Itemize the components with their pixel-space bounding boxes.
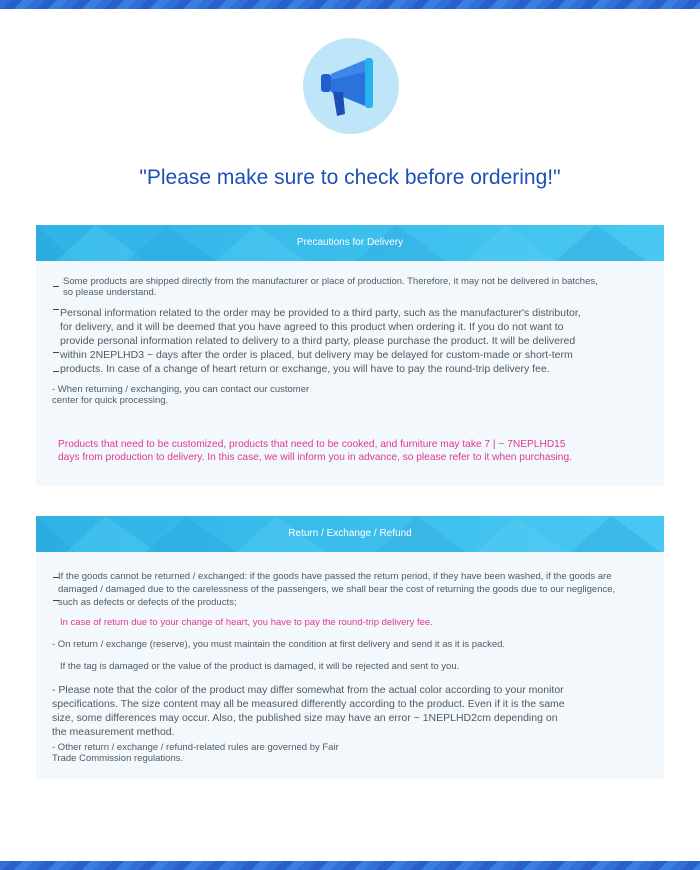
megaphone-badge	[303, 38, 399, 134]
return-section-header	[36, 516, 664, 552]
bullet-dash	[53, 371, 59, 372]
delivery-notice: Products that need to be customized, products that need to be cooked, and furniture may take 7 | ~ 7NEPLHD15 days from production to delivery. In this case, we will inform you in advance, so please refer to it when purchasing.	[58, 439, 572, 463]
return-item-3: - On return / exchange (reserve), you must maintain the condition at first delivery and send it as it is packed.	[52, 639, 506, 650]
return-item-5: - Please note that the color of the product may differ somewhat from the actual color according to your monitor specifications. The size content may all be measured differently according to the product. Even if it is the same size, some differences may occur. Also, the published size may have an error ~ 1NEPLHD2cm depending on the measurement method.	[52, 684, 565, 738]
delivery-item-1: Some products are shipped directly from the manufacturer or place of production. Therefore, it may not be delivered in batches, so please understand.	[63, 276, 598, 298]
delivery-item-3: - When returning / exchanging, you can contact our customer center for quick processing.	[52, 384, 310, 406]
return-item-1: If the goods cannot be returned / exchanged: if the goods have passed the return period, if they have been washed, if the goods are damaged / damaged due to the carelessness of the passengers, we shall bear the cost of returning the goods due to our negligence, such as defects or defects of the products;	[58, 571, 616, 608]
page-headline: "Please make sure to check before ordering!"	[139, 166, 561, 189]
bullet-dash	[53, 286, 59, 287]
top-decorative-band	[0, 0, 700, 9]
bullet-dash	[53, 352, 59, 353]
return-item-4: If the tag is damaged or the value of the product is damaged, it will be rejected and sent to you.	[60, 661, 460, 672]
delivery-section-header	[36, 225, 664, 261]
return-item-6: - Other return / exchange / refund-related rules are governed by Fair Trade Commission regulations.	[52, 742, 339, 764]
return-exchange-refund-section	[36, 516, 664, 779]
delivery-item-2: Personal information related to the order may be provided to a third party, such as the manufacturer's distributor, for delivery, and it will be deemed that you have agreed to this product when ordering it. If you do not want to provide personal information related to delivery to a third party, please purchase the product. It will be delivered within 2NEPLHD3 ~ days after the order is placed, but delivery may be delayed for custom-made or short-term products. In case of a change of heart return or exchange, you will have to pay the round-trip delivery fee.	[60, 307, 581, 375]
bottom-decorative-band	[0, 861, 700, 870]
return-item-2: In case of return due to your change of heart, you have to pay the round-trip delivery fee.	[60, 617, 433, 628]
return-section-title: Return / Exchange / Refund	[288, 528, 412, 539]
delivery-section-title: Precautions for Delivery	[296, 237, 404, 248]
megaphone-icon	[303, 38, 399, 134]
delivery-precautions-section	[36, 225, 664, 486]
bullet-dash	[53, 309, 59, 310]
